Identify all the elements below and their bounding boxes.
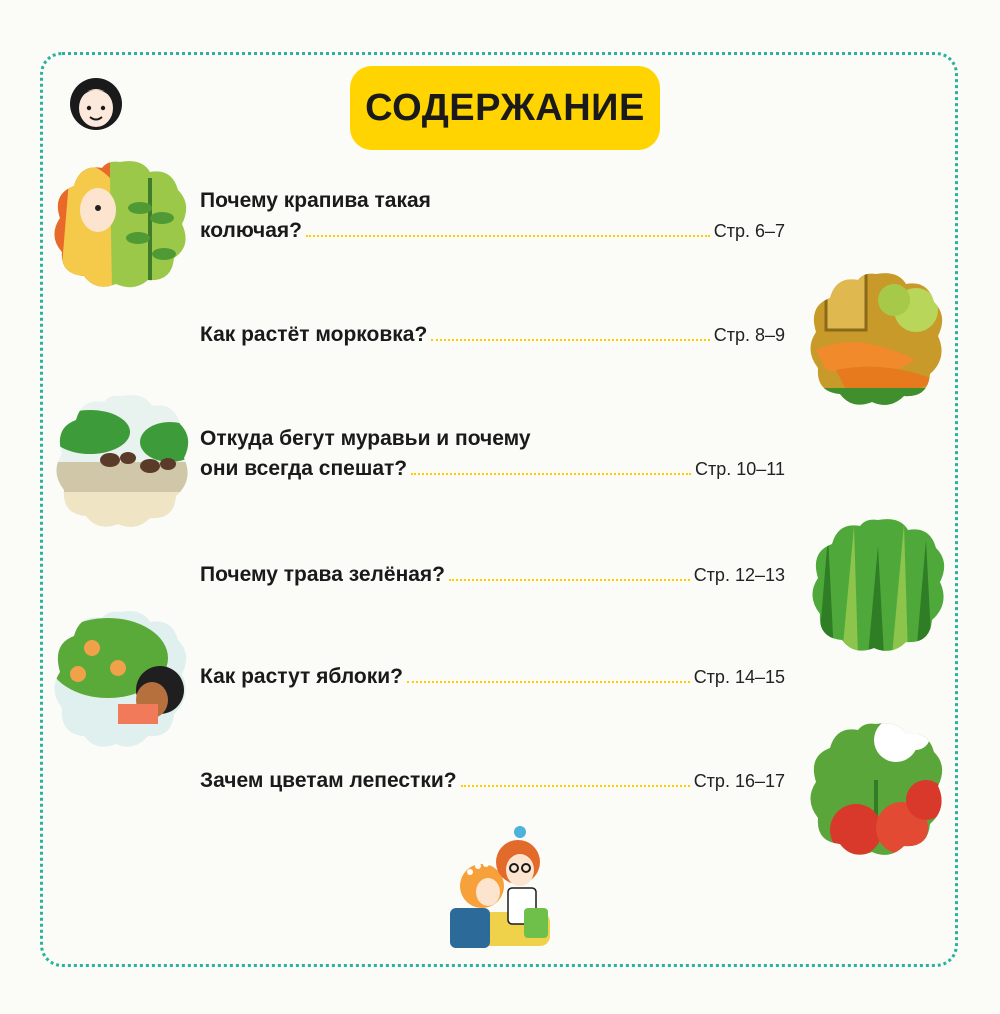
- carrot-illustration: [806, 270, 946, 410]
- toc-entry[interactable]: [200, 560, 785, 590]
- girl-face-icon: [64, 70, 128, 134]
- toc-entry-title-line1: Откуда бегут муравьи и почему: [200, 427, 531, 450]
- toc-entry-title: Зачем цветам лепестки?: [200, 769, 457, 792]
- toc-entry[interactable]: [200, 320, 785, 350]
- children-illustration: [440, 812, 564, 954]
- dotted-leader: [407, 680, 690, 683]
- toc-entry-title-line2: они всегда спешат?: [200, 457, 408, 480]
- dotted-leader: [461, 784, 690, 787]
- dotted-leader: [431, 338, 709, 341]
- toc-entry[interactable]: [200, 186, 785, 246]
- toc-entry-title: Почему трава зелёная?: [200, 563, 446, 586]
- toc-entry-title-line1: Почему крапива такая: [200, 189, 431, 212]
- toc-page-number: Стр. 12–13: [693, 565, 785, 585]
- toc-page-number: Стр. 6–7: [713, 221, 785, 241]
- dotted-leader: [411, 472, 691, 475]
- dotted-leader: [306, 234, 710, 237]
- dotted-leader: [449, 578, 690, 581]
- nettle-illustration: [50, 158, 190, 290]
- toc-page-number: Стр. 16–17: [693, 771, 785, 791]
- toc-page-number: Стр. 14–15: [693, 667, 785, 687]
- contents-title-box: [350, 66, 660, 150]
- toc-entry-title: Как растут яблоки?: [200, 665, 403, 688]
- toc-entry[interactable]: [200, 766, 785, 796]
- poppy-flowers-illustration: [806, 720, 946, 860]
- toc-entry[interactable]: [200, 662, 785, 692]
- grass-illustration: [808, 516, 948, 656]
- ants-illustration: [50, 392, 194, 532]
- toc-page-number: Стр. 8–9: [713, 325, 785, 345]
- toc-entry-title-line2: колючая?: [200, 219, 302, 242]
- toc-entry[interactable]: [200, 424, 785, 484]
- apple-tree-illustration: [48, 608, 192, 752]
- toc-entry-title: Как растёт морковка?: [200, 323, 428, 346]
- toc-page-number: Стр. 10–11: [695, 459, 785, 479]
- page-title: СОДЕРЖАНИЕ: [365, 86, 645, 129]
